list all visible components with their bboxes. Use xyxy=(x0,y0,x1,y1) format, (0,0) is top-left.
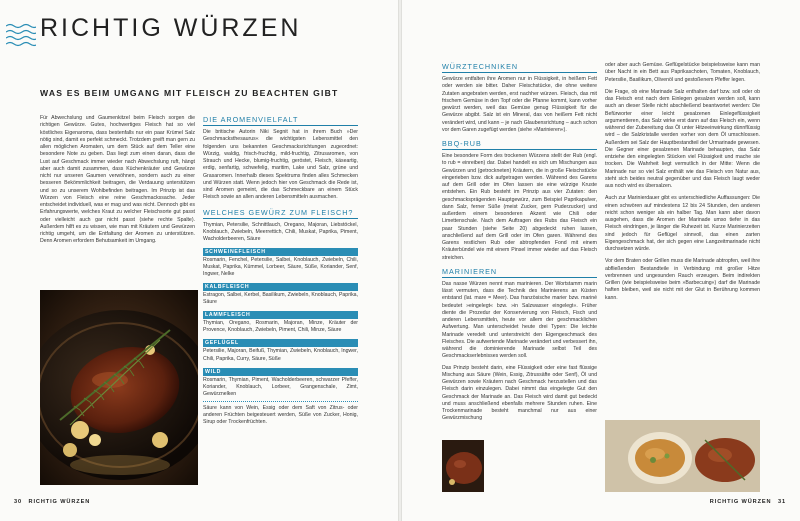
right-paragraph-1: oder aber auch Gemüse. Geflügelstücke beispielsweise kann man über Nacht in ein Bett aus Paprikaschoten, Tomaten, Knoblauch, Petersilie, Basilikum, Olivenöl und gestoßenem Pfeffer legen. xyxy=(605,62,760,83)
category-text-wild: Rosmarin, Thymian, Piment, Wacholderbeeren, schwarzer Pfeffer, Koriander, Knoblauch, Lorbeer, Grangenschale, Zimt, Gewürznelken xyxy=(203,376,358,397)
footer-right xyxy=(710,499,790,505)
category-tag-schwein: SCHWEINEFLEISCH xyxy=(203,248,358,256)
spice-outro: Säure kann von Wein, Essig oder dem Saft von Zitrus- oder anderen Früchten beigesteuert werden, Süße von Zucker, Honig, Sirup oder Trockenfrüchten. xyxy=(203,404,358,426)
column-aromen xyxy=(203,115,358,427)
section-heading-wuerztechniken: WÜRZTECHNIKEN xyxy=(442,62,597,73)
footer-left xyxy=(10,499,90,505)
steak-photo xyxy=(40,290,198,485)
section-heading-marinieren: MARINIEREN xyxy=(442,267,597,278)
wuerztechniken-text: Gewürze entfalten ihre Aromen nur in Flüssigkeit, in heißem Fett oder werden sie bitter. Daher Fleischstücke, die ohne weitere Zutaten angebraten werden, erst nachher würzen. Fleisch, das mit frischem Gemüse in den Topf oder die Pfanne kommt, kann vorher gewürzt werden, weil das Gemüse genug Flüssigkeit für die Gewürze abgibt. Salz ist ein Mineral, das von heißem Fett nicht verändert wird, und kann – je nach Glaubensrichtung – auch schon vor dem Garen zugefügt werden (siehe »Marinieren«). xyxy=(442,76,597,133)
footer-label-right: RICHTIG WÜRZEN xyxy=(709,499,772,505)
section-heading-bbqrub: BBQ-RUB xyxy=(442,139,597,150)
marinieren-text-2: Das Prinzip besteht darin, eine Flüssigkeit oder eine fast flüssige Mischung aus Säure (Wein, Essig, Zitrussäfte oder Senf), Öl und Gewürzen sowie Kräutern nach Geschmack herzustellen und das Fleisch darin einzulegen. Dabei nimmt das eingelegte Gut den Geschmack der Marinade an. Das Fleisch wird damit gut bedeckt und muss anschließend ebenfalls mehrere Stunden ruhen. Eine Trockenmarinade besteht manchmal nur aus einer Gewürzmischung xyxy=(442,364,597,422)
category-text-kalb: Estragon, Salbei, Kerbel, Basilikum, Zwiebeln, Knoblauch, Paprika, Säure xyxy=(203,292,358,306)
page-subtitle: WAS ES BEIM UMGANG MIT FLEISCH ZU BEACHTEN GIBT xyxy=(40,88,339,98)
category-text-schwein: Rosmarin, Fenchel, Petersilie, Salbei, Knoblauch, Zwiebeln, Chili, Muskat, Paprika, Kümmel, Lorbeer, Säure, Süße, Koriander, Senf, Ingwer, Nelke xyxy=(203,256,358,277)
category-tag-wild: WILD xyxy=(203,368,358,376)
category-text-lamm: Thymian, Oregano, Rosmarin, Majoran, Minze, Kräuter der Provence, Knoblauch, Zwiebeln, Piment, Chili, Minze, Säure xyxy=(203,320,358,334)
bbqrub-text: Eine besondere Form des trockenen Würzens stellt der Rub (engl. to rub = einreiben) dar. Dabei handelt es sich um Mischungen aus Gewürzen und (getrockneten) Kräutern, die in große Fleischstücke eingerieben bzw. dick aufgetragen werden. Während des Garens auf dem Grill oder im Ofen lassen sie eine würzige Kruste entstehen. Ein Rub besteht im Prinzip aus vier Zutaten: den geschmacksprägenden Hauptgewürz, zum Beispiel Paprikapulver, dann Salz, ferner Süße (meist Zucker, gern Puderzucker) und außerdem einem besonderen Akzent wie Chili oder Limettenschale. Nach dem Auftragen des Rubs das Fleisch ein paar Stunden (siehe Seite 20) abgedeckt ruhen lassen, anschließend auf dem Grill oder im Ofen garen. Während des Garens restlichen Rub oder abtropfenden Fond mit einem Kräuterbündel wie mit einem Pinsel immer wieder auf das Fleisch streichen. xyxy=(442,153,597,261)
left-page xyxy=(0,0,398,521)
wave-ornament-icon xyxy=(6,22,36,48)
aromen-text: Die britische Autorin Niki Segnit hat in ihrem Buch »Der Geschmacksthesaurus« die wichtigsten Lebensmittel den folgenden uns bekannten Geschmacksrichtungen zugeordnet: Würzig, waldig, frisch-fruchtig, mild-fruchtig, Zitrusaromen, von Strauch und Hecke, blumig-fruchtig, geröstet, Fleisch, käseartig, erdig, senfartig, schwefelig, maritim, Lake und Salz, grüne und Grasaromen. Innerhalb dieses Spektrums finden alles Schmecken und Würzen statt. Wenn jedoch hier von Geschmack die Rede ist, sind Aromen gemeint, die das Schmeckbare an einem Stück Fleisch sowie an allen anderen Lebensmitteln ausmachen. xyxy=(203,129,358,201)
section-heading-gewuerz: WELCHES GEWÜRZ ZUM FLEISCH? xyxy=(203,208,358,219)
column-right xyxy=(605,62,760,302)
page-number-right: 31 xyxy=(777,499,786,505)
right-page xyxy=(402,0,800,521)
meat-image xyxy=(442,440,484,492)
footer-label-left: RICHTIG WÜRZEN xyxy=(28,499,91,505)
right-paragraph-3: Auch zur Marinierdauer gibt es unterschiedliche Auffassungen: Die einen schwören auf mindestens 12 bis 24 Stunden, den anderen reicht schon weniger als ein halber Tag. Man kann aber davon ausgehen, dass die Aromen der Marinade umso tiefer in das Fleisch eindringen, je länger die Ruhezeit ist. Kurze Marinierzeiten sind jedoch für Geflügel sinnvoll, das einen zarten Eigengeschmack hat, der sich gegen eine Langzeitmarinade nicht durchsetzen würde. xyxy=(605,195,760,252)
column-techniken xyxy=(442,62,597,423)
meat-photo xyxy=(442,440,484,492)
page-title: RICHTIG WÜRZEN xyxy=(40,14,302,42)
sauce-bowl-image xyxy=(605,420,760,492)
category-tag-lamm: LAMMFLEISCH xyxy=(203,311,358,319)
steak-pan-image xyxy=(40,290,198,485)
spice-box xyxy=(203,222,358,402)
sauce-photo xyxy=(605,420,760,492)
section-heading-aromen: DIE AROMENVIELFALT xyxy=(203,115,358,126)
category-tag-kalb: KALBFLEISCH xyxy=(203,283,358,291)
right-paragraph-2: Die Frage, ob eine Marinade Salz enthalten darf bzw. soll oder ob das Fleisch erst nach dem Einlegen gesalzen werden soll, kann auch an dieser Stelle nicht abschließend beantwortet werden: Die Befürworter einer leicht gesalzenen Einlegeflüssigkeit argumentieren, das Salz wirke erst dann auf das Fleisch ein, wenn während der Zubereitung das Öl unter Hitzeeinwirkung dünnflüssig wird – die Salzkristalle werden vorher von dem Öl umschlossen. Außerdem sei Salz der Hauptbestandteil der Urmarinade gewesen. Die Gegner einer gesalzenen Marinade behaupten, das Salz entziehe den eingelegten Stücken viel Flüssigkeit und mache sie trocken. Die Wahrheit liegt vermutlich in der Mitte: Wenn die Marinade nur so viel Salz enthält wie das Fleisch von Natur aus, steht sich beides neutral gegenüber und das Fleisch laugt weder aus noch wird es übersalzen. xyxy=(605,88,760,189)
spice-intro: Thymian, Petersilie, Schnittlauch, Oregano, Majoran, Liebstöckel, Knoblauch, Zwiebeln, Meerrettich, Chili, Muskat, Paprika, Piment, Wacholderbeeren, Säure xyxy=(203,221,358,242)
right-paragraph-4: Vor dem Braten oder Grillen muss die Marinade abtropfen, weil ihre abfließenden Bestandteile in Verbindung mit großer Hitze verbrennen und ungesunden Rauch erzeugen. Beim indirekten Grillen (wie beispielsweise beim »Barbecuing«) darf die Marinade haften bleiben, weil sie nicht mit der Glut in Berührung kommen kann. xyxy=(605,258,760,301)
intro-text: Für Abwechslung und Gaumenkitzel beim Fleisch sorgen die richtigen Gewürze. Gutes, hochwertiges Fleisch hat so viel köstliches Eigenaroma, dass bestenfalls nur ein paar Krümel Salz nötig sind, damit es perfekt schmeckt. Trotzdem greift man gern zu allen möglichen Aromaten, um dem Stück auf dem Teller eine besondere Note zu geben. Das liegt zum einen daran, dass die Lust auf Geschmack immer wieder nach Abwechslung ruft, hängt aber auch damit zusammen, dass Küchenkräuter und Gewürze nicht nur unseren Gaumen verwöhnen, sondern auch zu einer besseren Bekömmlichkeit beitragen, die Verdauung unterstützen und so zu unserem Wohlbefinden beitragen. Im Prinzip ist das Würzen von Fleisch eine reine Geschmackssache. Jeder entscheidet individuell, was er mag und was nicht. Dennoch gibt es Erfahrungswerte, welches Kraut zu welcher Fleischsorte gut passt oder vielleicht auch gar nicht passt (siehe rechte Spalte). Außerdem hilft es zu wissen, wie man mit Kräutern und Gewürzen richtig umgeht, um die Entfaltung der Aromen zu unterstützen. Denn Aromen erfordern Behutsamkeit im Umgang. xyxy=(40,115,195,245)
category-text-gefluegel: Petersilie, Majoran, Beifuß, Thymian, Zwiebeln, Knoblauch, Ingwer, Chili, Paprika, Curry, Säure, Süße xyxy=(203,348,358,362)
marinieren-text: Das nasse Würzen nennt man marinieren. Der Wortstamm marin lässt vermuten, dass die Technik des Marinierens an Küsten entstand (lat. mare = Meer). Das französische marier bzw. mariné bedeutet »eingelegt« bzw. »in Salzwasser eingelegt«. Früher diente die Prozedur der Konservierung von Fleisch, Fisch und anderen Lebensmitteln, heute vor allem der geschmacklichen Aufwertung. Man unterscheidet heute drei Typen: Die leichte Marinade veredelt und unterstreicht den Eigengeschmack des Fleisches. Die aufwertende Marinade verändert und verbessert ihn, während die dominierende Marinade selbst Teil des Geschmackserlebnisses werden soll. xyxy=(442,280,597,360)
category-tag-gefluegel: GEFLÜGEL xyxy=(203,339,358,347)
page-number-left: 30 xyxy=(14,499,23,505)
